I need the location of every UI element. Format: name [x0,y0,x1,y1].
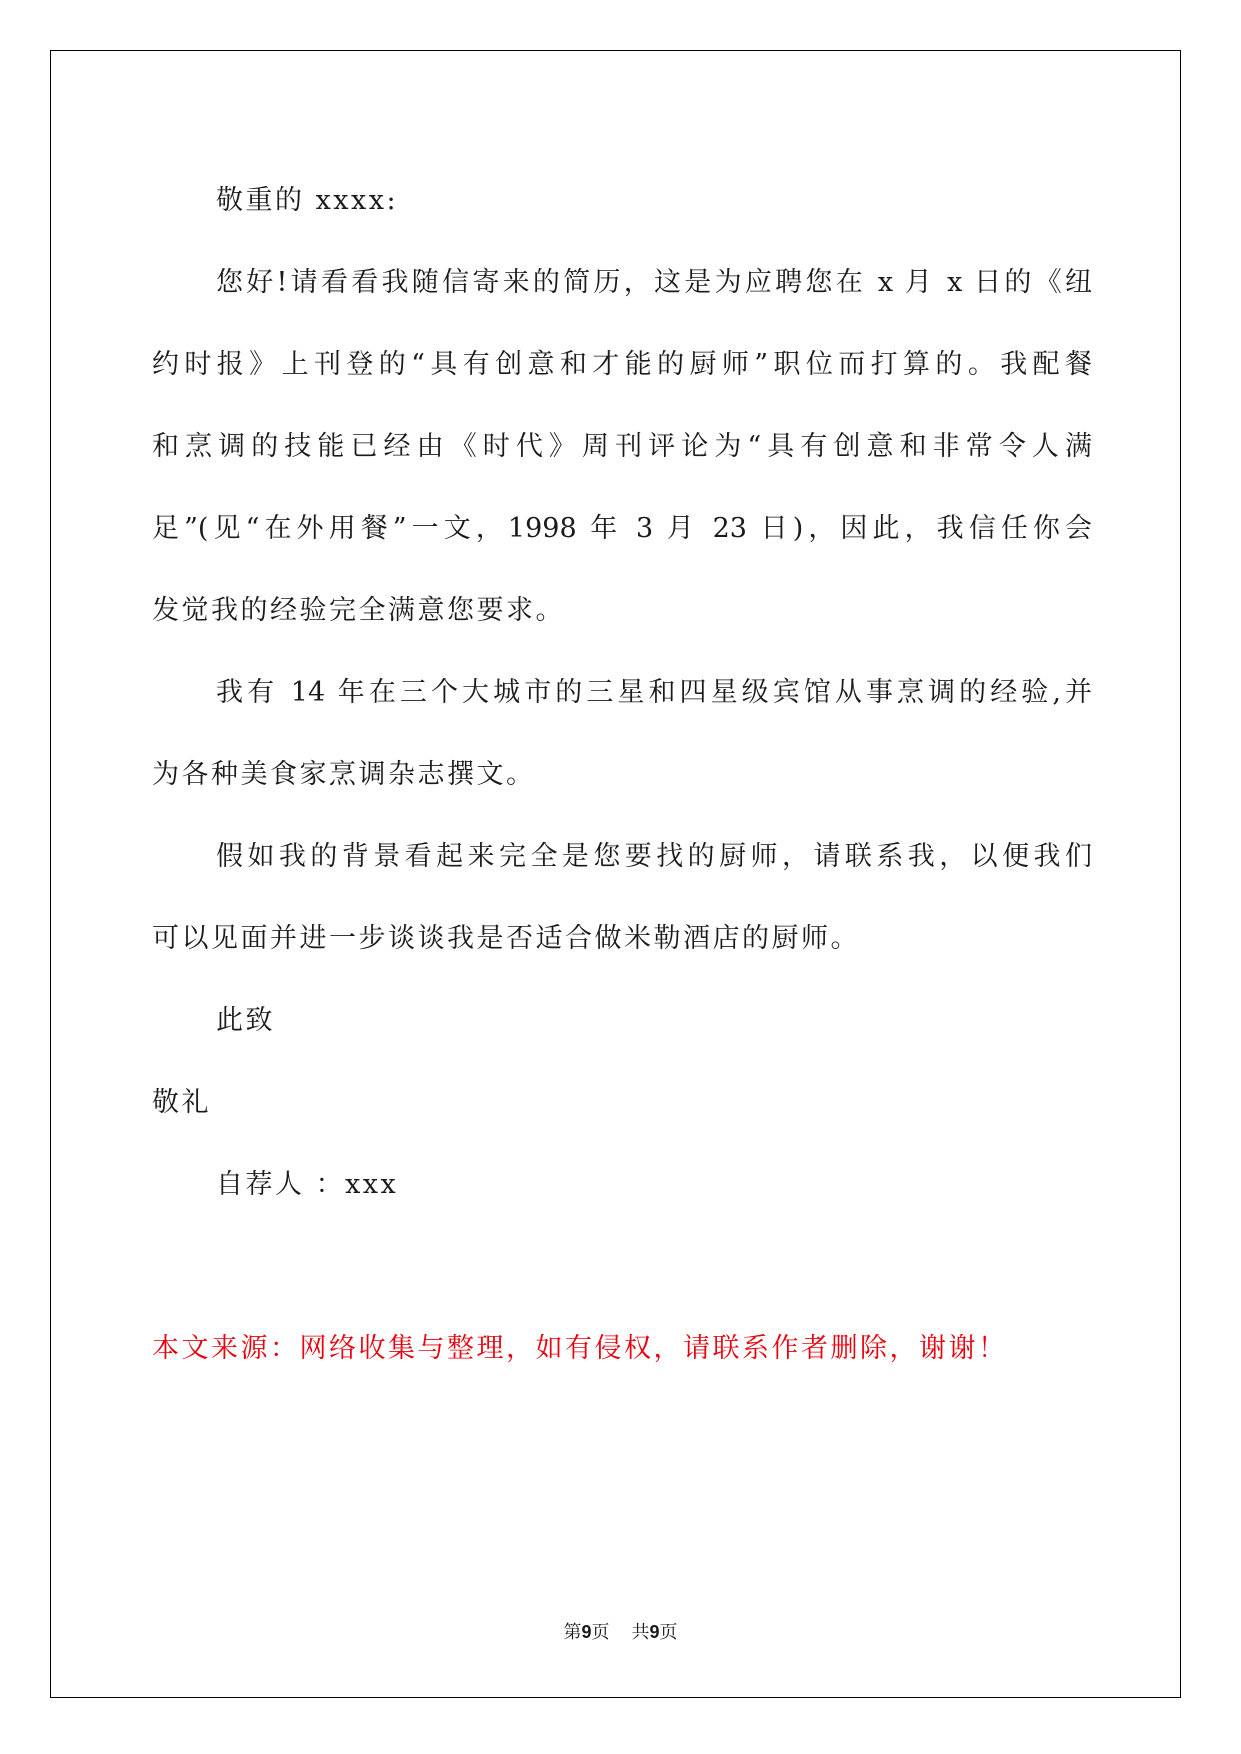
footer-total-unit: 页 [659,1622,678,1643]
paragraph-3-line-2: 可以见面并进一步谈谈我是否适合做米勒酒店的厨师。 [152,923,860,954]
paragraph-1-line-1: 您好!请看看我随信寄来的简历，这是为应聘您在 x 月 x 日的《纽 [216,267,1092,298]
letter-body [152,160,1092,1390]
paragraph-3-line-1: 假如我的背景看起来完全是您要找的厨师，请联系我，以便我们 [216,841,1092,872]
paragraph-2-line-2: 为各种美食家烹调杂志撰文。 [152,759,536,790]
paragraph-1-line-2: 约时报》上刊登的“具有创意和才能的厨师”职位而打算的。我配餐 [152,349,1092,380]
paragraph-1-line-5: 发觉我的经验完全满意您要求。 [152,595,565,626]
footer-total-prefix: 共 [631,1622,650,1643]
footer-total-pages: 9 [649,1622,660,1642]
paragraph-1-line-3: 和烹调的技能已经由《时代》周刊评论为“具有创意和非常令人满 [152,431,1092,462]
closing: 此致 [216,1005,275,1036]
source-note: 本文来源：网络收集与整理，如有侵权，请联系作者删除，谢谢！ [152,1333,1008,1364]
footer-page-unit: 页 [591,1622,610,1643]
footer-prefix: 第 [563,1622,582,1643]
footer-page-number: 9 [581,1622,592,1642]
signature: 自荐人 ：xxx [216,1169,399,1200]
salutation: 敬重的 xxxx: [216,185,399,216]
paragraph-1-line-4: 足”(见“在外用餐”一文，1998 年 3 月 23 日)，因此，我信任你会 [152,513,1092,544]
paragraph-2-line-1: 我有 14 年在三个大城市的三星和四星级宾馆从事烹调的经验,并 [216,677,1092,708]
page-footer [0,1618,1241,1644]
regards: 敬礼 [152,1087,211,1118]
blank-spacer [152,1226,1092,1308]
